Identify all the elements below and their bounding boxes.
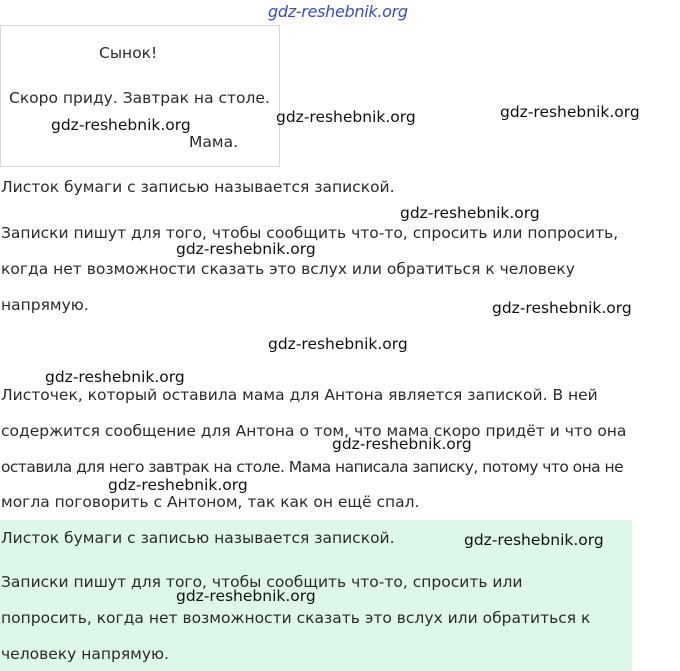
note-greeting: Сынок! <box>99 44 158 62</box>
note-signature: Мама. <box>189 133 238 151</box>
explanation-line: Листок бумаги с записью называется запиской. <box>1 178 395 196</box>
explanation-line: Записки пишут для того, чтобы сообщить что-то, спросить или попросить, <box>1 224 619 242</box>
watermark: gdz-reshebnik.org <box>268 335 408 353</box>
top-watermark: gdz-reshebnik.org <box>268 2 408 21</box>
note-message: Скоро приду. Завтрак на столе. <box>9 89 270 107</box>
answer-line: Записки пишут для того, чтобы сообщить что-то, спросить или <box>1 573 523 591</box>
explanation-line: могла поговорить с Антоном, так как он ещё спал. <box>1 493 420 511</box>
watermark: gdz-reshebnik.org <box>108 476 248 494</box>
watermark: gdz-reshebnik.org <box>500 103 640 121</box>
explanation-line: напрямую. <box>1 296 89 314</box>
note-card <box>0 25 280 167</box>
explanation-line: Листочек, который оставила мама для Антона является запиской. В ней <box>1 386 598 404</box>
watermark: gdz-reshebnik.org <box>492 299 632 317</box>
watermark: gdz-reshebnik.org <box>276 108 416 126</box>
watermark: gdz-reshebnik.org <box>51 116 191 134</box>
watermark: gdz-reshebnik.org <box>464 531 604 549</box>
watermark: gdz-reshebnik.org <box>332 435 472 453</box>
watermark: gdz-reshebnik.org <box>176 587 316 605</box>
answer-line: Листок бумаги с записью называется запиской. <box>1 529 395 547</box>
answer-line: человеку напрямую. <box>1 645 169 663</box>
watermark: gdz-reshebnik.org <box>45 368 185 386</box>
explanation-line: когда нет возможности сказать это вслух или обратиться к человеку <box>1 260 575 278</box>
explanation-line: оставила для него завтрак на столе. Мама написала записку, потому что она не <box>1 458 624 476</box>
answer-line: попросить, когда нет возможности сказать это вслух или обратиться к <box>1 609 591 627</box>
watermark: gdz-reshebnik.org <box>400 204 540 222</box>
watermark: gdz-reshebnik.org <box>176 240 316 258</box>
explanation-line: содержится сообщение для Антона о том, что мама скоро придёт и что она <box>1 422 627 440</box>
